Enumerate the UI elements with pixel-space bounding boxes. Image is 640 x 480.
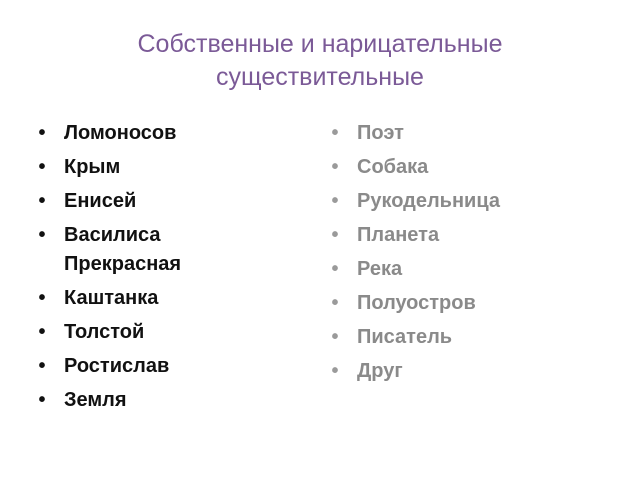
- bullet-icon: •: [331, 326, 339, 348]
- list-item-text: Рукодельница: [357, 190, 501, 212]
- list-item: [35, 119, 305, 148]
- list-item-text: Крым: [64, 156, 121, 178]
- list-item: [328, 255, 608, 284]
- common-nouns-list: [328, 119, 608, 391]
- list-item: [328, 357, 608, 386]
- bullet-icon: •: [331, 224, 339, 246]
- list-item-text: Ломоносов: [64, 122, 177, 144]
- slide-title-line-1: Собственные и нарицательные: [137, 30, 503, 58]
- bullet-icon: •: [331, 156, 339, 178]
- bullet-icon: •: [331, 190, 339, 212]
- list-item: [35, 153, 305, 182]
- list-item-text: Земля: [64, 389, 127, 411]
- bullet-icon: •: [331, 258, 339, 280]
- list-item: [35, 284, 305, 313]
- list-item-text: Полуостров: [357, 292, 476, 314]
- list-item-text: Собака: [357, 156, 429, 178]
- list-item: [328, 153, 608, 182]
- list-item-text: Толстой: [64, 321, 145, 343]
- bullet-icon: •: [38, 355, 46, 377]
- list-item-text: Василиса Прекрасная: [64, 224, 182, 275]
- bullet-icon: •: [38, 190, 46, 212]
- list-item-text: Поэт: [357, 122, 404, 144]
- bullet-icon: •: [38, 287, 46, 309]
- bullet-icon: •: [38, 224, 46, 246]
- bullet-icon: •: [38, 321, 46, 343]
- list-item-text: Планета: [357, 224, 440, 246]
- list-item-text: Енисей: [64, 190, 137, 212]
- bullet-icon: •: [38, 389, 46, 411]
- list-item-text: Ростислав: [64, 355, 170, 377]
- list-item: [35, 318, 305, 347]
- proper-nouns-list: [35, 119, 305, 420]
- bullet-icon: •: [331, 292, 339, 314]
- list-item: [328, 221, 608, 250]
- list-item-text: Писатель: [357, 326, 453, 348]
- list-item: [328, 119, 608, 148]
- list-item: [35, 187, 305, 216]
- list-item-text: Друг: [357, 360, 403, 382]
- list-item: [328, 323, 608, 352]
- bullet-icon: •: [331, 122, 339, 144]
- list-item: [328, 289, 608, 318]
- list-item-text: Река: [357, 258, 403, 280]
- bullet-icon: •: [331, 360, 339, 382]
- list-item: [35, 352, 305, 381]
- list-item: [35, 221, 244, 279]
- slide-title: [0, 28, 640, 94]
- slide-title-line-2: существительные: [216, 63, 424, 91]
- bullet-icon: •: [38, 156, 46, 178]
- list-item: [328, 187, 608, 216]
- list-item: [35, 386, 305, 415]
- bullet-icon: •: [38, 122, 46, 144]
- list-item-text: Каштанка: [64, 287, 159, 309]
